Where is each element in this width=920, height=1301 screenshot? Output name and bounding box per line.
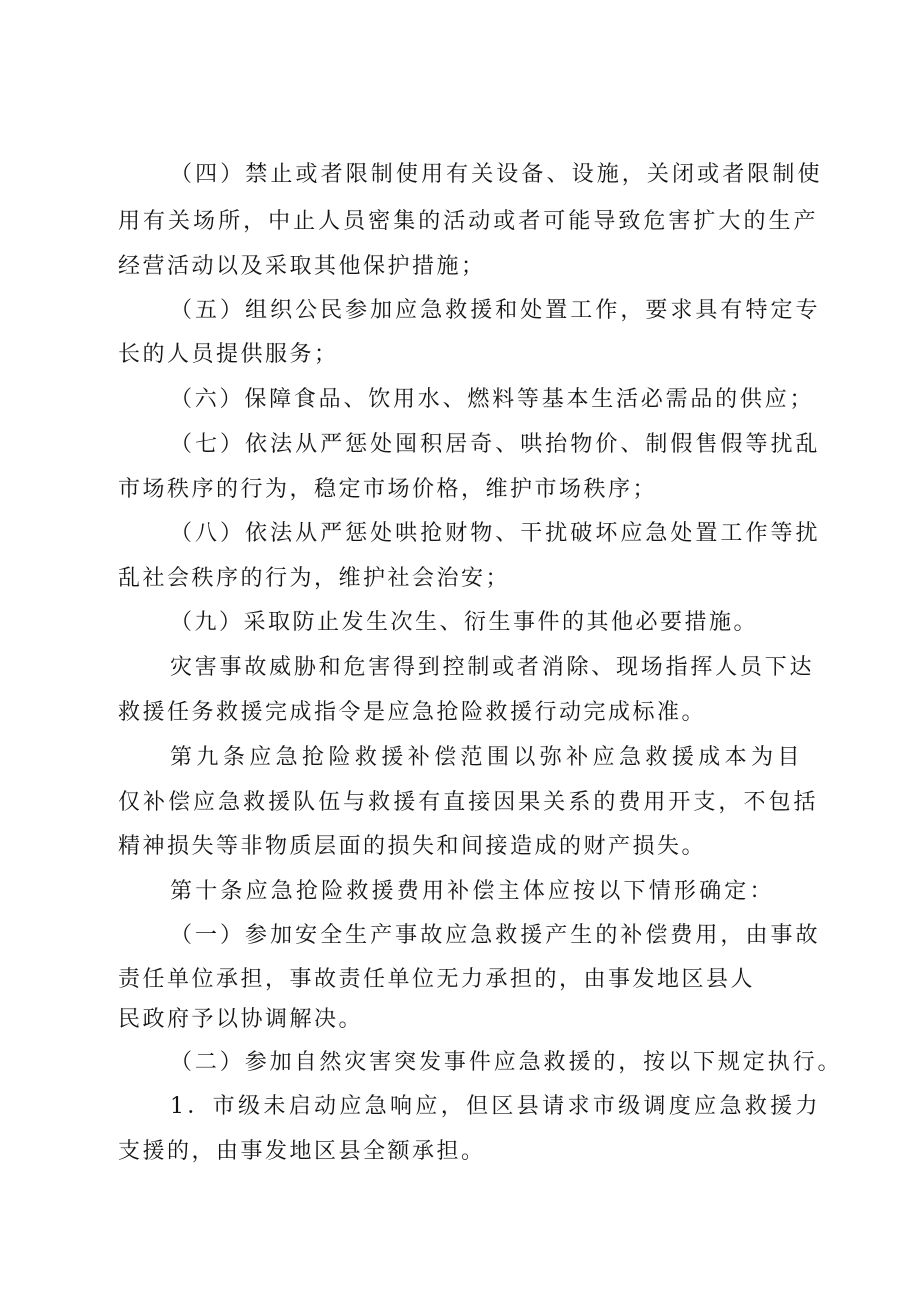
text-line: （七）依法从严惩处囤积居奇、哄抬物价、制假售假等扰乱 xyxy=(170,432,820,457)
text-line: 长的人员提供服务； xyxy=(118,342,339,367)
text-line: 第九条应急抢险救援补偿范围以弥补应急救援成本为目 xyxy=(170,745,802,770)
text-line: 支援的，由事发地区县全额承担。 xyxy=(118,1139,486,1164)
text-line: （四）禁止或者限制使用有关设备、设施，关闭或者限制使 xyxy=(170,162,822,187)
text-line: （八）依法从严惩处哄抢财物、干扰破坏应急处置工作等扰 xyxy=(170,521,820,546)
text-line: 市场秩序的行为，稳定市场价格，维护市场秩序； xyxy=(118,477,658,502)
text-line: （九）采取防止发生次生、衍生事件的其他必要措施。 xyxy=(170,610,759,635)
text-line: （二）参加自然灾害突发事件应急救援的，按以下规定执行。 xyxy=(170,1050,842,1075)
text-line: 责任单位承担，事故责任单位无力承担的，由事发地区县人 xyxy=(118,967,756,992)
text-line: 用有关场所，中止人员密集的活动或者可能导致危害扩大的生产 xyxy=(118,209,818,234)
text-line: （六）保障食品、饮用水、燃料等基本生活必需品的供应； xyxy=(170,387,814,412)
text-line: （五）组织公民参加应急救援和处置工作，要求具有特定专 xyxy=(170,298,820,323)
text-line: 乱社会秩序的行为，维护社会治安； xyxy=(118,566,511,591)
text-line: 经营活动以及采取其他保护措施； xyxy=(118,254,486,279)
text-line: 1．市级未启动应急响应，但区县请求市级调度应急救援力 xyxy=(170,1094,820,1119)
text-line: 精神损失等非物质层面的损失和间接造成的财产损失。 xyxy=(118,834,707,859)
text-line: 民政府予以协调解决。 xyxy=(118,1007,364,1032)
text-line: 第十条应急抢险救援费用补偿主体应按以下情形确定： xyxy=(170,879,774,904)
text-line: 仅补偿应急救援队伍与救援有直接因果关系的费用开支，不包括 xyxy=(118,790,818,815)
text-line: 灾害事故威胁和危害得到控制或者消除、现场指挥人员下达 xyxy=(170,655,814,680)
text-line: （一）参加安全生产事故应急救援产生的补偿费用，由事故 xyxy=(170,923,820,948)
text-line: 救援任务救援完成指令是应急抢险救援行动完成标准。 xyxy=(118,700,707,725)
